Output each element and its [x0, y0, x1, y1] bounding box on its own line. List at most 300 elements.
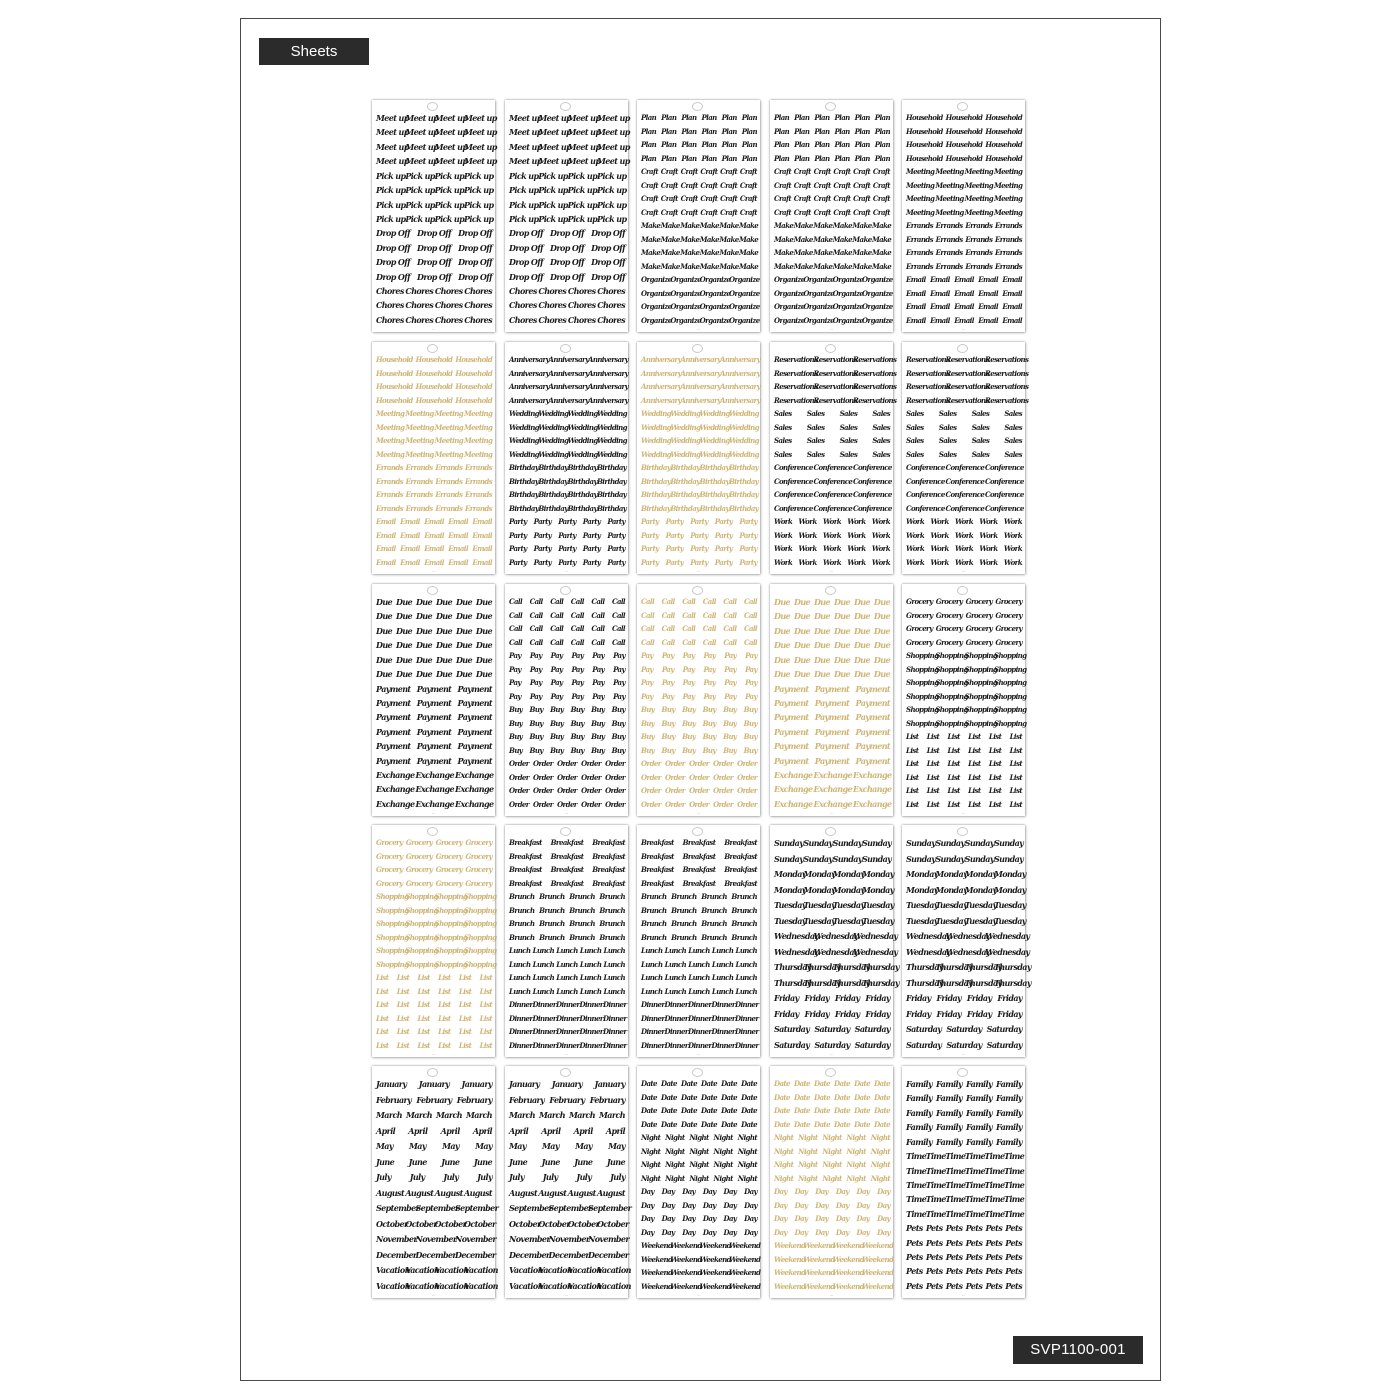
sticker-word: Craft: [700, 194, 718, 204]
sticker-word: Day: [774, 1187, 787, 1197]
sticker-row: [509, 1203, 632, 1214]
sticker-word: Make: [813, 261, 833, 271]
sticker-row: [906, 395, 1029, 405]
sticker-word: Day: [723, 1227, 737, 1237]
sticker-word: Anniversary: [680, 368, 721, 378]
sticker-word: List: [906, 799, 919, 809]
sticker-word: Grocery: [376, 838, 403, 847]
sticker-row: [774, 275, 893, 285]
sticker-word: Grocery: [405, 878, 433, 888]
sticker-row: [376, 685, 492, 693]
sticker-word: Pets: [925, 1223, 943, 1234]
sticker-word: List: [417, 986, 430, 996]
sticker-word: Date: [774, 1119, 790, 1129]
sticker-word: Family: [995, 1122, 1022, 1133]
sticker-word: Night: [774, 1173, 794, 1183]
sticker-word: Work: [847, 517, 866, 527]
sticker-row: [641, 720, 757, 727]
sticker-word: Wedding: [509, 422, 539, 432]
sticker-word: Date: [701, 1092, 717, 1102]
sticker-word: Brunch: [569, 892, 595, 902]
sticker-word: List: [988, 759, 1002, 769]
sticker-word: Plan: [661, 140, 677, 150]
sticker-row: [509, 395, 629, 405]
sticker-word: Sunday: [906, 853, 936, 864]
sticker-word: Breakfast: [724, 865, 757, 875]
sticker-word: Reservations: [906, 395, 950, 405]
sticker-word: Chores: [597, 300, 625, 311]
sticker-word: Day: [877, 1227, 890, 1237]
sticker-word: Party: [582, 517, 601, 527]
sticker-word: Payment: [855, 741, 890, 752]
sticker-word: List: [376, 1027, 389, 1037]
sticker-row: [509, 853, 625, 860]
sticker-row: [774, 451, 890, 458]
sticker-word: Plan: [701, 153, 717, 163]
sticker-word: Craft: [739, 194, 757, 204]
sticker-word: Due: [455, 654, 472, 665]
sticker-rows: [774, 598, 890, 808]
sticker-word: Make: [774, 234, 794, 244]
sticker-row: [376, 892, 497, 902]
sticker-row: [906, 195, 1022, 202]
sticker-word: Thursday: [964, 962, 1002, 973]
sticker-row: [509, 478, 625, 485]
sticker-word: Due: [435, 597, 452, 607]
sticker-row: [774, 612, 890, 620]
sticker-word: Chores: [376, 314, 404, 325]
sticker-word: Meet up: [596, 156, 630, 167]
sticker-word: Buy: [611, 732, 625, 742]
sticker-word: Wednesday: [985, 931, 1030, 942]
sticker-word: Dinner: [688, 1000, 712, 1010]
sticker-row: [906, 1094, 1022, 1102]
sticker-word: Plan: [774, 153, 790, 163]
sticker-rows: [509, 1079, 632, 1291]
sticker-row: [376, 464, 492, 471]
sticker-word: Craft: [700, 167, 718, 177]
sticker-word: Work: [954, 557, 974, 567]
sticker-word: Due: [376, 597, 393, 607]
sticker-word: Time: [925, 1165, 946, 1176]
sticker-word: Shopping: [993, 718, 1027, 728]
sticker-word: June: [441, 1156, 460, 1167]
sticker-word: Day: [835, 1200, 849, 1210]
sticker-word: Payment: [457, 741, 492, 752]
sticker-word: Pay: [703, 651, 716, 661]
sticker-word: Pick up: [434, 170, 465, 181]
sticker-word: May: [542, 1141, 559, 1152]
sticker-word: June: [376, 1156, 395, 1167]
sticker-word: Anniversary: [720, 368, 761, 378]
sticker-word: Weekend: [699, 1281, 731, 1291]
sticker-word: Meet up: [405, 127, 439, 138]
sticker-word: Due: [853, 597, 870, 607]
sticker-word: Order: [533, 759, 553, 769]
sticker-row: [509, 1080, 625, 1088]
sticker-word: Monday: [993, 884, 1026, 895]
sticker-word: Tuesday: [803, 915, 836, 926]
sticker-word: Due: [793, 597, 811, 607]
sticker-word: Due: [395, 625, 413, 636]
sticker-word: List: [458, 1013, 472, 1023]
sticker-row: [774, 491, 890, 498]
sticker-word: Meeting: [463, 449, 493, 459]
sticker-row: [906, 290, 1022, 297]
sticker-word: Pay: [661, 691, 674, 701]
sticker-row: [641, 451, 757, 458]
sticker-word: Pets: [965, 1266, 983, 1277]
sticker-word: August: [434, 1187, 463, 1198]
sticker-word: List: [947, 786, 960, 796]
sticker-word: Plan: [741, 113, 757, 122]
sticker-row: [774, 1041, 890, 1049]
sticker-word: March: [406, 1110, 432, 1121]
sticker-row: [774, 1175, 890, 1182]
sticker-word: Party: [509, 557, 527, 567]
sticker-row: [774, 1134, 890, 1141]
sticker-word: Craft: [813, 194, 831, 204]
sticker-word: Plan: [854, 113, 870, 122]
sticker-word: Craft: [641, 167, 659, 177]
sticker-row: [906, 559, 1022, 566]
sticker-word: Party: [558, 530, 576, 540]
sticker-word: Tuesday: [774, 915, 806, 926]
sticker-word: Monday: [964, 869, 997, 880]
sticker-row: [906, 1123, 1022, 1131]
sticker-word: Shopping: [463, 932, 497, 942]
sticker-word: October: [405, 1218, 437, 1229]
sticker-word: Pick up: [376, 199, 406, 210]
sticker-word: List: [968, 759, 981, 769]
sticker-row: [376, 127, 497, 138]
sticker-row: [906, 478, 1022, 485]
sticker-word: Sales: [971, 409, 990, 419]
sticker-row: [906, 639, 1022, 646]
sticker-word: Brunch: [539, 932, 565, 942]
sticker-word: Work: [847, 530, 866, 540]
sticker-word: Order: [665, 799, 685, 809]
sticker-row: [376, 853, 492, 860]
sticker-word: Organize: [861, 315, 893, 325]
sticker-word: Date: [814, 1092, 830, 1102]
sticker-word: Craft: [739, 180, 757, 190]
sticker-word: Time: [945, 1194, 966, 1205]
sticker-row: [774, 641, 890, 649]
sticker-word: Chores: [567, 300, 596, 311]
sticker-word: Pay: [592, 691, 605, 701]
sticker-word: Pick up: [538, 185, 568, 196]
sticker-word: Household: [376, 355, 413, 364]
sticker-row: [509, 1280, 631, 1291]
sticker-row: [509, 172, 625, 180]
sticker-word: List: [1009, 772, 1022, 782]
sticker-word: Make: [852, 261, 872, 271]
sticker-word: Household: [455, 355, 492, 364]
sticker-word: Meet up: [376, 127, 409, 138]
sticker-word: Family: [935, 1079, 963, 1089]
sticker-word: Tuesday: [935, 915, 968, 926]
sticker-word: Wedding: [641, 422, 671, 432]
sticker-word: Monday: [993, 869, 1026, 880]
sticker-word: Anniversary: [509, 368, 550, 378]
sticker-word: Buy: [570, 745, 584, 755]
sticker-row: [906, 718, 1027, 728]
sticker-word: Friday: [865, 1008, 890, 1019]
sticker-word: Grocery: [906, 637, 933, 647]
sticker-word: Wedding: [567, 449, 598, 459]
sticker-word: Due: [376, 625, 393, 636]
sticker-word: Grocery: [965, 597, 993, 606]
sticker-word: Vacation: [538, 1280, 573, 1291]
sticker-word: Work: [930, 544, 949, 554]
sticker-word: Exchange: [813, 784, 852, 795]
sticker-word: Conference: [813, 503, 853, 513]
sticker-word: Friday: [997, 993, 1022, 1004]
sticker-word: Vacation: [596, 1265, 631, 1276]
sticker-word: Reservations: [945, 355, 989, 364]
sticker-word: Brunch: [701, 919, 727, 929]
sticker-row: [774, 236, 890, 243]
sticker-word: Make: [660, 234, 680, 244]
sticker-word: Friday: [936, 993, 962, 1004]
sticker-word: Birthday: [670, 490, 700, 500]
sticker-row: [641, 275, 760, 285]
sticker-word: Lunch: [711, 986, 734, 996]
sticker-sheet: [505, 1066, 632, 1298]
sticker-row: [906, 900, 1026, 911]
sticker-word: Night: [665, 1173, 685, 1183]
sticker-word: Thursday: [774, 962, 811, 973]
sticker-word: Dinner: [664, 1000, 688, 1010]
sticker-word: Plan: [681, 140, 697, 150]
sticker-word: Make: [813, 248, 833, 258]
sticker-word: Household: [906, 113, 943, 122]
sticker-word: Shopping: [993, 678, 1027, 688]
sticker-word: Date: [721, 1106, 737, 1116]
sticker-word: Tuesday: [832, 900, 865, 911]
sticker-word: Call: [682, 597, 696, 606]
hang-hole-icon: [427, 1068, 438, 1077]
sticker-word: April: [541, 1125, 561, 1136]
sku-label: SVP1100-001: [1013, 1336, 1143, 1364]
sticker-word: Lunch: [532, 986, 555, 996]
sticker-row: [774, 410, 890, 417]
sticker-word: Sales: [774, 449, 792, 459]
sticker-word: November: [509, 1234, 550, 1245]
sticker-word: Due: [395, 640, 413, 651]
sticker-word: Due: [774, 654, 791, 665]
sticker-word: Wedding: [699, 409, 730, 419]
sticker-word: Wedding: [728, 422, 759, 432]
sticker-word: Dinner: [711, 1013, 735, 1023]
sticker-row: [376, 1265, 498, 1276]
sticker-word: Organize: [774, 302, 805, 312]
sticker-word: List: [396, 1027, 410, 1037]
sticker-word: Plan: [721, 113, 737, 122]
sticker-row: [641, 801, 757, 808]
sticker-row: [376, 316, 492, 324]
sticker-word: Make: [871, 234, 892, 244]
sticker-word: Brunch: [731, 905, 757, 915]
sticker-word: Email: [930, 275, 950, 285]
sticker-word: Pay: [661, 651, 674, 661]
sticker-word: Exchange: [774, 784, 813, 795]
sticker-word: Pick up: [463, 185, 494, 196]
section-title-label: Sheets: [259, 38, 369, 65]
sticker-word: Work: [822, 530, 842, 540]
sticker-row: [906, 464, 1022, 471]
sticker-row: [509, 801, 625, 808]
sticker-word: Payment: [814, 712, 850, 723]
sticker-word: Buy: [591, 718, 605, 728]
sticker-word: Birthday: [596, 463, 627, 473]
sticker-row: [376, 1280, 498, 1291]
sticker-word: Call: [591, 610, 605, 620]
sticker-word: June: [606, 1156, 625, 1167]
sticker-word: Payment: [814, 726, 850, 737]
sticker-word: Meet up: [434, 127, 468, 138]
sticker-word: Pick up: [596, 170, 627, 181]
sticker-word: Call: [723, 637, 737, 647]
sticker-word: Household: [415, 395, 453, 405]
sticker-word: Make: [852, 221, 872, 231]
sticker-word: Payment: [457, 755, 492, 766]
sticker-word: Night: [798, 1133, 818, 1143]
sticker-word: January: [376, 1079, 407, 1089]
sticker-word: Birthday: [509, 463, 539, 473]
sticker-word: Household: [906, 140, 943, 150]
sticker-word: Day: [641, 1214, 654, 1224]
sticker-word: Buy: [661, 732, 675, 742]
sticker-word: Craft: [813, 167, 831, 177]
sticker-word: July: [576, 1172, 592, 1183]
sticker-word: Pick up: [434, 185, 465, 196]
sticker-row: [376, 156, 497, 167]
sticker-row: [774, 656, 890, 664]
sticker-row: [774, 800, 890, 808]
sticker-word: Pick up: [405, 213, 435, 224]
sticker-word: Plan: [874, 126, 890, 136]
sticker-word: Breakfast: [641, 838, 674, 847]
sticker-word: Dinner: [711, 1000, 735, 1010]
sticker-word: Wednesday: [985, 946, 1030, 957]
sticker-row: [774, 1010, 890, 1018]
sticker-word: Work: [822, 544, 842, 554]
sticker-row: [906, 946, 1030, 957]
sticker-word: Craft: [660, 207, 678, 217]
sticker-word: Date: [741, 1106, 757, 1116]
sticker-row: [906, 505, 1022, 512]
sticker-word: Work: [1003, 530, 1022, 540]
sticker-word: Drop Off: [458, 242, 492, 253]
sticker-row: [774, 742, 890, 750]
sticker-word: Birthday: [538, 490, 568, 500]
sticker-word: Date: [814, 1119, 830, 1129]
sticker-word: Due: [455, 611, 472, 622]
sticker-word: Family: [935, 1122, 963, 1133]
sticker-word: Errands: [435, 490, 463, 500]
sticker-row: [774, 869, 894, 880]
sticker-word: Shopping: [906, 705, 939, 715]
sticker-word: List: [458, 1000, 472, 1010]
sticker-word: Call: [682, 637, 696, 647]
sticker-word: Lunch: [556, 946, 578, 956]
sticker-word: Craft: [774, 167, 792, 177]
sticker-word: Date: [741, 1119, 757, 1129]
sticker-word: Drop Off: [550, 228, 584, 239]
sticker-row: [641, 1202, 757, 1209]
sticker-rows: [906, 1079, 1025, 1291]
sticker-word: Pay: [661, 664, 674, 674]
sticker-word: Breakfast: [550, 851, 584, 861]
sticker-word: Errands: [435, 503, 463, 513]
sticker-word: Birthday: [670, 463, 700, 473]
sticker-word: Monday: [832, 884, 865, 895]
sticker-word: Wedding: [670, 422, 701, 432]
sticker-word: Organize: [670, 275, 701, 285]
sticker-word: Birthday: [670, 476, 700, 486]
sticker-row: [376, 172, 492, 180]
sticker-row: [376, 1096, 492, 1104]
sticker-word: Due: [435, 669, 452, 680]
sticker-word: Chores: [405, 286, 434, 297]
sticker-word: Chores: [567, 314, 596, 325]
sticker-row: [376, 1080, 492, 1088]
sticker-word: List: [947, 732, 960, 742]
sticker-word: Call: [743, 637, 757, 647]
sticker-word: Household: [906, 126, 943, 136]
sticker-word: List: [417, 1040, 430, 1050]
sticker-word: Anniversary: [641, 355, 682, 364]
sticker-word: Friday: [966, 1008, 992, 1019]
sticker-row: [509, 301, 625, 309]
sticker-word: Date: [834, 1106, 850, 1116]
sticker-word: Sunday: [906, 838, 936, 848]
sticker-word: Grocery: [405, 838, 433, 847]
sticker-word: August: [538, 1187, 567, 1198]
sticker-sheet: [902, 342, 1029, 574]
sticker-word: Shopping: [964, 705, 998, 715]
sticker-word: Breakfast: [509, 878, 542, 888]
sticker-word: Shopping: [405, 905, 438, 915]
sticker-word: Weekend: [670, 1254, 702, 1264]
sticker-word: Pets: [1005, 1252, 1022, 1263]
sticker-word: Party: [690, 544, 708, 554]
sticker-word: List: [417, 1013, 430, 1023]
sticker-word: Due: [833, 611, 850, 622]
sticker-word: Due: [853, 611, 870, 622]
sticker-row: [906, 114, 1022, 121]
sticker-word: Order: [665, 759, 685, 769]
sticker-word: Shopping: [376, 919, 409, 929]
sticker-word: Plan: [854, 140, 870, 150]
sticker-word: Craft: [853, 180, 871, 190]
sticker-word: List: [479, 1000, 492, 1010]
sticker-word: Birthday: [699, 503, 729, 513]
sticker-word: Time: [984, 1194, 1005, 1205]
sticker-row: [509, 127, 630, 138]
sticker-word: Lunch: [735, 986, 757, 996]
sticker-word: Organize: [641, 315, 672, 325]
sticker-word: Chores: [405, 314, 434, 325]
sticker-word: List: [1009, 745, 1022, 755]
sticker-word: Due: [813, 597, 831, 607]
sticker-word: June: [541, 1156, 560, 1167]
sticker-row: [774, 368, 897, 378]
sticker-row: [641, 209, 757, 216]
sticker-word: Night: [737, 1160, 757, 1170]
